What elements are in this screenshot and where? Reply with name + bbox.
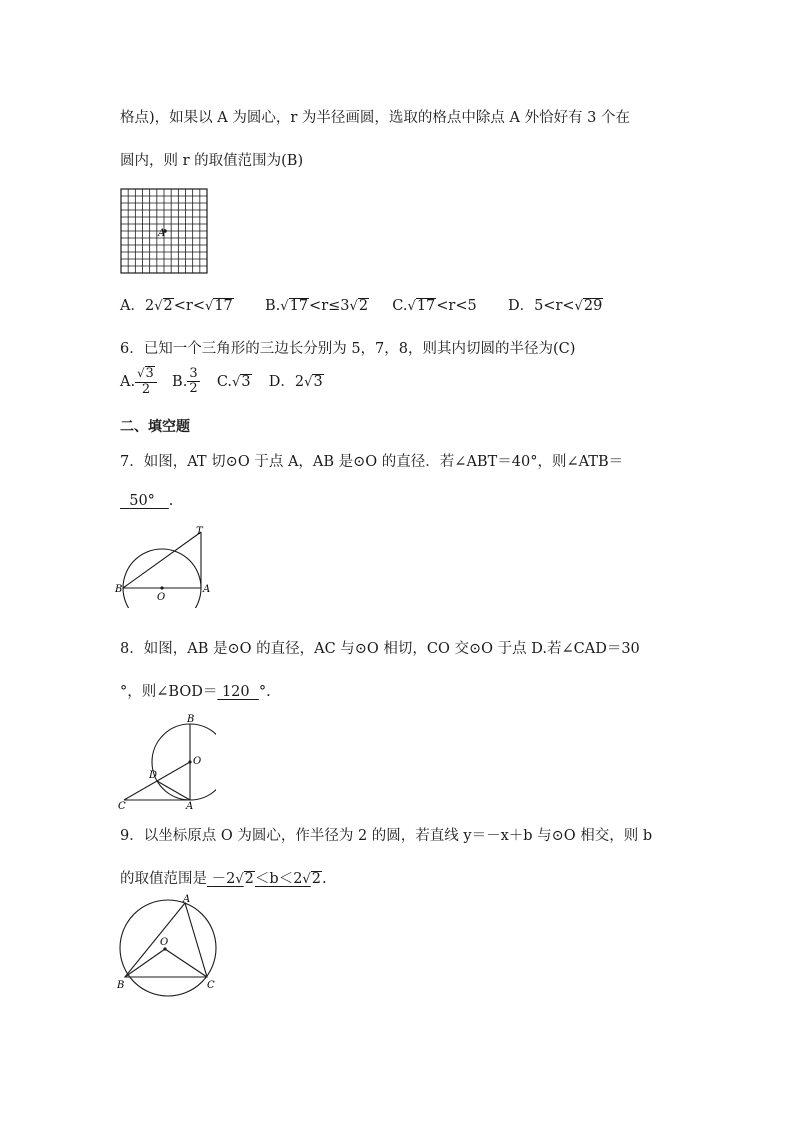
label-t: T	[196, 526, 203, 537]
circle-o	[120, 900, 216, 996]
question-6-options	[120, 366, 324, 398]
question-8-answer-line: °，则∠BOD＝ 120 °.	[120, 684, 271, 700]
question-7-text: 7．如图，AT 切⊙O 于点 A，AB 是⊙O 的直径．若∠ABT＝40°，则∠ATB＝	[120, 454, 624, 470]
option-a: A．2√2<r<√17	[120, 298, 233, 314]
label-a: A	[203, 584, 211, 595]
question-5-text-line-2: 圆内，则 r 的取值范围为(B)	[120, 153, 304, 169]
question-5-text-line-1: 格点)，如果以 A 为圆心，r 为半径画圆，选取的格点中除点 A 外恰好有 3 个在	[120, 110, 631, 126]
section-heading: 二、填空题	[120, 419, 190, 435]
question-8-answer: 120	[221, 684, 250, 700]
question-7-answer: 50°	[129, 493, 155, 509]
option-c: C.√3	[216, 373, 251, 390]
option-c: C.√17<r<5	[392, 298, 477, 314]
label-o: O	[160, 937, 169, 948]
question-9-answer-line: 的取值范围是 －2√2＜b＜2√2.	[120, 871, 327, 887]
option-a: A. $\frac{√3}{2}$	[120, 374, 157, 390]
label-c: C	[118, 801, 126, 810]
figure-7	[114, 522, 214, 608]
question-6-text: 6．已知一个三角形的三边长分别为 5，7，8，则其内切圆的半径为(C)	[120, 341, 576, 357]
label-d: D	[149, 770, 158, 781]
segment-ad	[157, 781, 190, 800]
label-b: B	[117, 980, 125, 991]
grid-label-a: A	[158, 228, 166, 239]
label-b: B	[187, 714, 195, 725]
option-d: D．5<r<√29	[507, 298, 603, 314]
question-9-answer: －2√2＜b＜2√2	[211, 871, 321, 887]
grid-figure	[120, 188, 208, 274]
option-b: B. $\frac{3}{2}$	[172, 365, 198, 397]
figure-9	[113, 893, 223, 1001]
figure-8	[116, 712, 216, 810]
question-7-answer-line: 50° .	[120, 493, 173, 509]
label-o: O	[157, 592, 166, 603]
label-a: A	[183, 894, 191, 905]
question-5-options	[120, 294, 603, 315]
label-c: C	[207, 980, 215, 991]
circle-o	[152, 724, 216, 800]
question-8-text: 8．如图，AB 是⊙O 的直径，AC 与⊙O 相切，CO 交⊙O 于点 D.若∠CAD＝30	[120, 641, 640, 657]
option-b: B.√17<r≤3√2	[265, 298, 369, 314]
option-d: D．2√3	[268, 373, 323, 390]
label-b: B	[115, 584, 123, 595]
label-o: O	[193, 756, 202, 767]
label-a: A	[186, 801, 194, 810]
question-9-text: 9．以坐标原点 O 为圆心，作半径为 2 的圆，若直线 y＝－x＋b 与⊙O 相交，则 b	[120, 828, 653, 844]
segment-oc	[165, 949, 207, 977]
